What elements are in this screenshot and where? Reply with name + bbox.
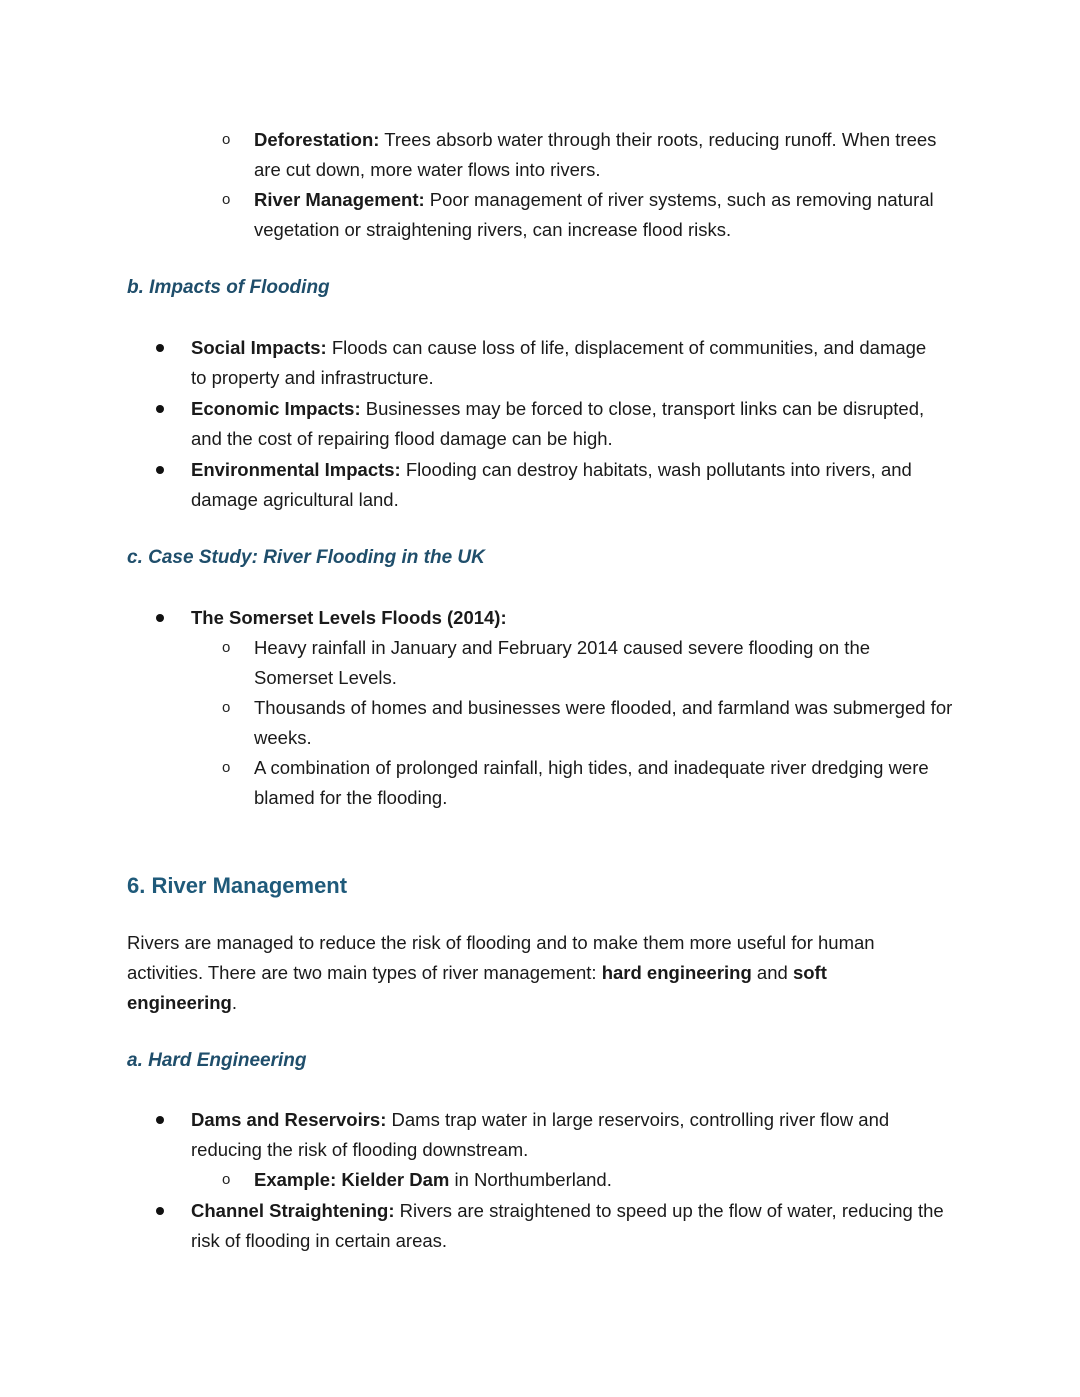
bullet-icon (156, 344, 164, 352)
section-heading-case-study: c. Case Study: River Flooding in the UK (127, 547, 485, 568)
list-item-text (254, 1165, 962, 1195)
bullet-icon (156, 466, 164, 474)
description: Dams trap water in large reservoirs, controlling river flow and reducing the risk of flooding downstream. (191, 1109, 890, 1160)
term: Social Impacts: (191, 337, 327, 358)
term: Channel Straightening: (191, 1200, 395, 1221)
list-item-text (254, 185, 942, 245)
list-item-text (191, 394, 946, 454)
list-item (156, 1105, 926, 1165)
description: Trees absorb water through their roots, reducing runoff. When trees are cut down, more water flows into rivers. (254, 129, 937, 180)
example-name: Kielder Dam (336, 1169, 450, 1190)
circle-bullet-icon: o (222, 131, 231, 148)
list-item-text (191, 1196, 946, 1256)
list-item (222, 753, 942, 813)
term: Economic Impacts: (191, 398, 361, 419)
list-item (222, 693, 962, 753)
intro-paragraph (127, 928, 927, 1018)
description: Poor management of river systems, such as removing natural vegetation or straightening rivers, can increase flood risks. (254, 189, 934, 240)
section-heading-impacts: b. Impacts of Flooding (127, 277, 330, 298)
example-label: Example: (254, 1169, 337, 1190)
bullet-icon (156, 1116, 164, 1124)
intro-bold-soft: soft engineering (127, 962, 827, 1013)
list-item-text: A combination of prolonged rainfall, high tides, and inadequate river dredging were blamed for the flooding. (254, 757, 929, 808)
circle-bullet-icon: o (222, 759, 231, 776)
list-item (222, 633, 922, 693)
circle-bullet-icon: o (222, 1171, 231, 1188)
intro-and: and (751, 962, 793, 983)
intro-bold-hard: hard engineering (601, 962, 752, 983)
section-heading-hard-engineering: a. Hard Engineering (127, 1050, 307, 1071)
example-rest: in Northumberland. (449, 1169, 612, 1190)
term: Dams and Reservoirs: (191, 1109, 387, 1130)
list-item (156, 333, 946, 393)
case-study-title: The Somerset Levels Floods (2014): (191, 607, 507, 628)
list-item (156, 455, 946, 515)
list-item-text: Thousands of homes and businesses were flooded, and farmland was submerged for weeks. (254, 697, 953, 748)
bullet-icon (156, 405, 164, 413)
circle-bullet-icon: o (222, 639, 231, 656)
description: Floods can cause loss of life, displacement of communities, and damage to property and infrastructure. (191, 337, 927, 388)
term: River Management: (254, 189, 425, 210)
list-item-text (191, 333, 946, 393)
list-item (156, 603, 956, 633)
page-title: 6. River Management (127, 873, 348, 898)
list-item (222, 185, 942, 245)
list-item (156, 1196, 946, 1256)
list-item-text: Heavy rainfall in January and February 2014 caused severe flooding on the Somerset Levels. (254, 637, 871, 688)
list-item-text (191, 455, 946, 515)
bullet-icon (156, 614, 164, 622)
term: Deforestation: (254, 129, 380, 150)
description: Rivers are straightened to speed up the flow of water, reducing the risk of flooding in certain areas. (191, 1200, 944, 1251)
circle-bullet-icon: o (222, 191, 231, 208)
list-item (156, 394, 946, 454)
bullet-icon (156, 1207, 164, 1215)
list-item (222, 1165, 962, 1195)
intro-end: . (231, 992, 237, 1013)
circle-bullet-icon: o (222, 699, 231, 716)
intro-text: Rivers are managed to reduce the risk of flooding and to make them more useful for human activities. There are two main types of river management: (127, 932, 875, 983)
list-item-text (254, 125, 942, 185)
description: Flooding can destroy habitats, wash pollutants into rivers, and damage agricultural land. (191, 459, 912, 510)
list-item-text (191, 1105, 926, 1165)
description: Businesses may be forced to close, transport links can be disrupted, and the cost of repairing flood damage can be high. (191, 398, 925, 449)
term: Environmental Impacts: (191, 459, 401, 480)
list-item (222, 125, 942, 185)
